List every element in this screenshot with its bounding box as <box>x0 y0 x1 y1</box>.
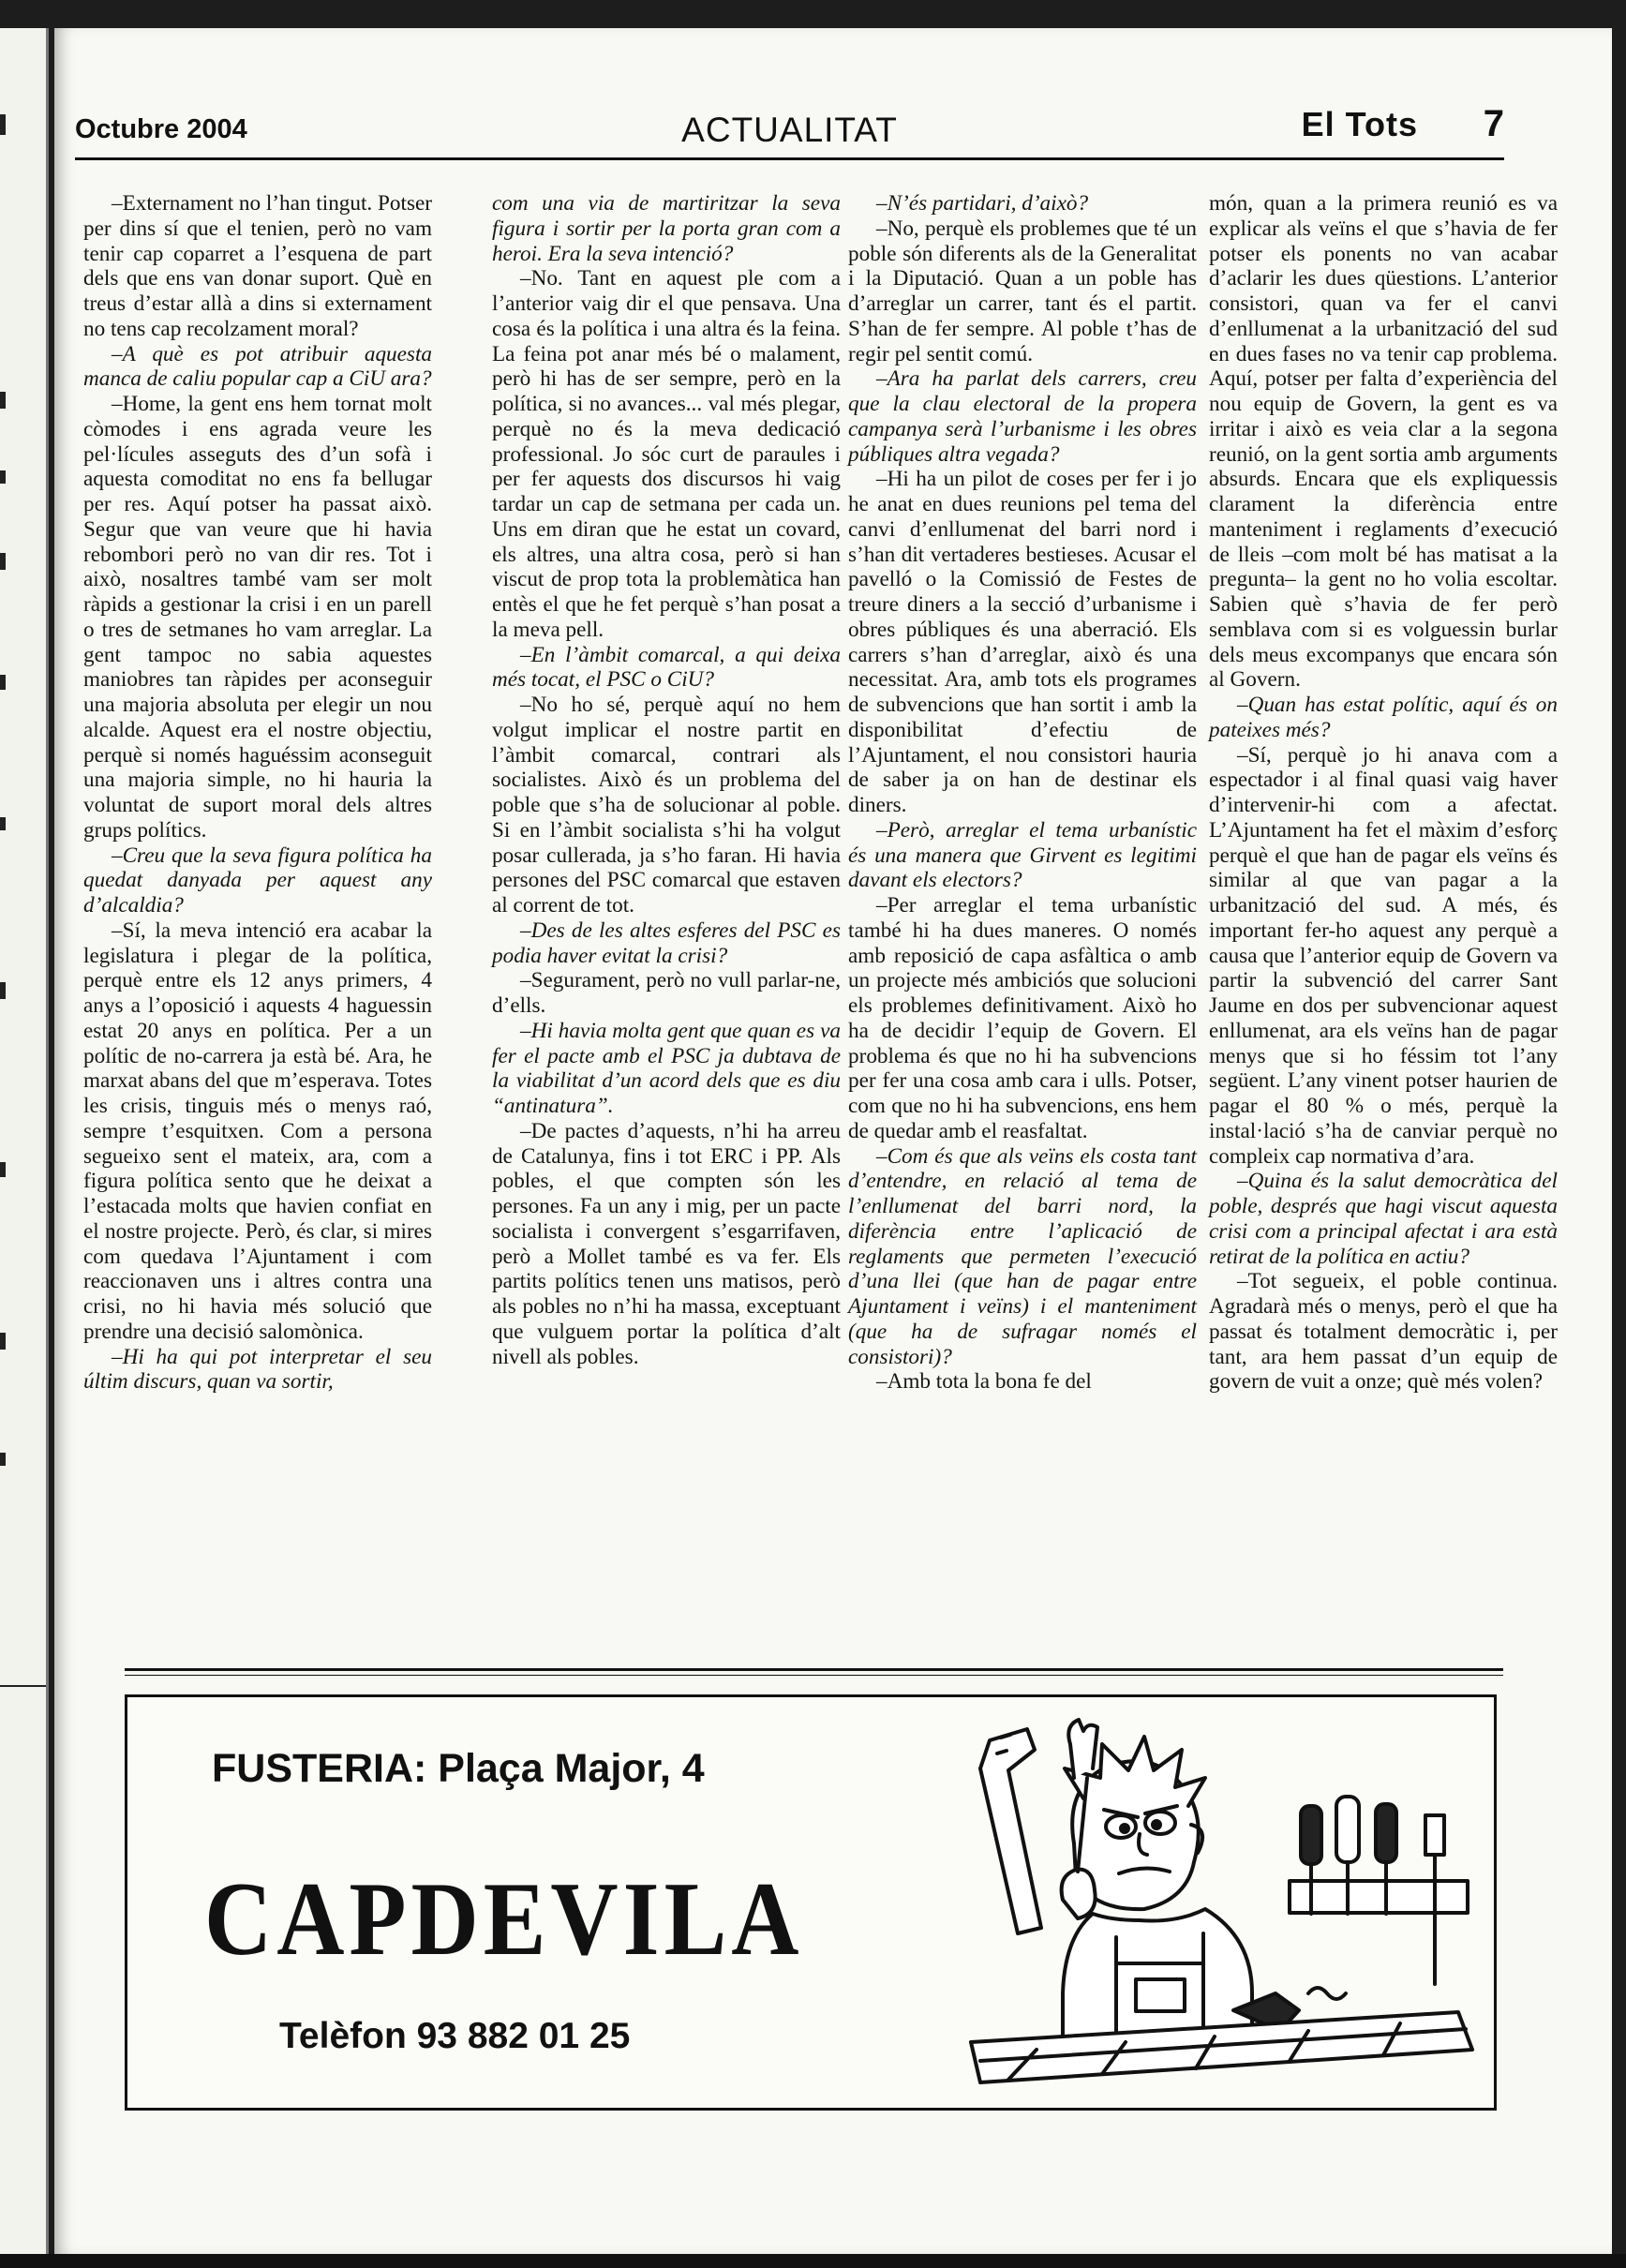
publication-name: El Tots <box>1301 105 1418 143</box>
interview-question: –A què es pot atribuir aquesta manca de caliu popular cap a CiU ara? <box>83 341 432 392</box>
carpenter-cartoon-icon <box>952 1712 1477 2096</box>
interview-question: –En l’àmbit comarcal, a qui deixa més tocat, el PSC o CiU? <box>492 642 841 693</box>
interview-answer: –Segurament, però no vull parlar-ne, d’ells. <box>492 968 841 1018</box>
interview-answer: –Amb tota la bona fe del <box>876 1369 1092 1395</box>
interview-answer: –Hi ha un pilot de coses per fer i jo he anat en dues reunions pel tema del canvi d’enllumenat del barri nord i s’han dit vertaderes bestieses. Acusar el pavelló o la Comissió de Festes de treure diners a la secció d’urbanisme i obres públiques és una aberració. Els carrers s’han d’arreglar, això és una necessitat. Ara, amb tots els programes de subvencions que han sortit i amb la disponibilitat d’efectiu de l’Ajuntament, el nou consistori hauria de saber ja on han de destinar els diners. <box>848 467 1197 817</box>
interview-question: –Quan has estat polític, aquí és on pateixes més? <box>1209 693 1558 742</box>
interview-question: –Com és que als veïns els costa tant d’entendre, en relació al tema de l’enllumenat del barri nord, la diferència entre l’aplicació de reglaments que permeten l’execució d’una llei (que han de pagar entre Ajuntament i veïns) i el manteniment (que ha de sufragar només el consistori)? <box>848 1143 1197 1369</box>
ad-business-name: CAPDEVILA <box>204 1860 804 1977</box>
advertisement-box <box>125 1694 1497 2111</box>
previous-page-edge <box>0 28 49 2254</box>
scan-bottom-border <box>0 2254 1626 2268</box>
article-column-1 <box>83 191 432 1395</box>
interview-question: –Però, arreglar el tema urbanístic és una manera que Girvent es legitimi davant els electors? <box>848 817 1197 893</box>
interview-question: –N’és partidari, d’això? <box>876 191 1089 216</box>
interview-question: com una via de martiritzar la seva figura i sortir per la porta gran com a heroi. Era la seva intenció? <box>492 191 841 266</box>
interview-answer: –Sí, perquè jo hi anava com a espectador i al final quasi vaig haver d’intervenir-hi com a afectat. L’Ajuntament ha fet el màxim d’esforç perquè el que han de pagar els veïns és similar al que van pagar a la urbanització del sud. A més, és important fer-ho aquest any perquè a causa que l’anterior equip de Govern va partir la subvenció del carrer Sant Jaume en dos per subvencionar aquest enllumenat, ara els veïns han de pagar menys que si ho féssim tot l’any següent. L’any vinent potser haurien de pagar el 80 % o més, perquè la instal·lació s’ha de canviar perquè no compleix cap normativa d’ara. <box>1209 742 1558 1169</box>
interview-question: –Creu que la seva figura política ha quedat danyada per aquest any d’alcaldia? <box>83 843 432 918</box>
interview-question: –Des de les altes esferes del PSC es podia haver evitat la crisi? <box>492 918 841 968</box>
ad-title: FUSTERIA: Plaça Major, 4 <box>212 1746 705 1791</box>
article-column-2 <box>492 191 841 1369</box>
interview-answer: –Home, la gent ens hem tornat molt còmodes i ens agrada veure les pel·lícules asseguts des d’un sofà i aquesta comoditat no ens fa bellugar per res. Aquí potser ha passat això. Segur que van veure que hi havia rebombori però no van dir res. Tot i això, nosaltres també vam ser molt ràpids a gestionar la crisi i en un parell o tres de setmanes ho vam arreglar. La gent tampoc no sabia aquestes maniobres tan ràpides per aconseguir una majoria absoluta per elegir un nou alcalde. Aquest era el nostre objectiu, perquè si només haguéssim aconseguit una majoria simple, no hi hauria la voluntat de suport moral dels altres grups polítics. <box>83 392 432 843</box>
interview-answer: món, quan a la primera reunió es va explicar als veïns el que s’havia de fer potser els ponents no van acabar d’aclarir les dues qüestions. L’anterior consistori, quan va fer el canvi d’enllumenat a la urbanització del sud en dues fases no va tenir cap problema. Aquí, potser per falta d’experiència del nou equip de Govern, la gent es va irritar i això es veia clar a la segona reunió, on la gent sortia amb arguments absurds. Encara que els expliquessis clarament la diferència entre manteniment i reglaments d’execució de lleis –com molt bé has matisat a la pregunta– la gent no ho volia escoltar. Sabien què s’havia de fer però semblava com si es volguessin burlar dels meus excompanys que encara són al Govern. <box>1209 191 1558 693</box>
interview-question: –Quina és la salut democràtica del poble, després que hagi viscut aquesta crisi com a principal afectat i ara està retirat de la política en actiu? <box>1209 1169 1558 1269</box>
interview-question: –Hi havia molta gent que quan es va fer el pacte amb el PSC ja dubtava de la viabilitat d’un acord dels que es diu “antinatura”. <box>492 1018 841 1118</box>
header-rule <box>75 157 1504 160</box>
article-column-4 <box>1209 191 1558 1395</box>
article-column-3 <box>848 191 1197 1395</box>
interview-answer: –Externament no l’han tingut. Potser per dins sí que el tenien, però no vam tenir cap coparret a l’esquena de part dels que ens van donar suport. Què en treus d’estar allà a dins si externament no tens cap recolzament moral? <box>83 191 432 341</box>
page-number: 7 <box>1483 103 1504 144</box>
section-divider <box>125 1668 1503 1671</box>
issue-date: Octubre 2004 <box>75 114 247 144</box>
interview-answer: –De pactes d’aquests, n’hi ha arreu de Catalunya, fins i tot ERC i PP. Als pobles, el que compten són les persones. Fa un any i mig, per un pacte socialista i convergent s’esgarrifaven, però a Mollet també es va fer. Els partits polítics tenen uns matisos, però als pobles no n’hi ha massa, exceptuant que vulguem portar la política d’alt nivell als pobles. <box>492 1118 841 1369</box>
interview-question: –Ara ha parlat dels carrers, creu que la clau electoral de la propera campanya serà l’urbanisme i les obres públiques altra vegada? <box>848 366 1197 467</box>
ad-phone: Telèfon 93 882 01 25 <box>279 2016 631 2056</box>
interview-answer: –Per arreglar el tema urbanístic també hi ha dues maneres. O només amb reposició de capa asfàltica o amb un projecte més ambiciós que solucioni els problemes definitivament. Això ho ha de decidir l’equip de Govern. El problema és que no hi ha subvencions per fer una cosa amb cara i ulls. Potser, com que no hi ha subvencions, ens hem de quedar amb el reasfaltat. <box>848 893 1197 1143</box>
page-header <box>75 86 1504 154</box>
section-title: ACTUALITAT <box>681 111 898 149</box>
section-divider-thin <box>125 1675 1503 1676</box>
interview-answer: –No ho sé, perquè aquí no hem volgut implicar el nostre partit en l’àmbit comarcal, contrari als socialistes. Això és un problema del poble que s’ha de solucionar al poble. Si en l’àmbit socialista s’hi ha volgut posar cullerada, ja s’ho faran. Hi havia persones del PSC comarcal que estaven al corrent de tot. <box>492 693 841 918</box>
interview-question: –Hi ha qui pot interpretar el seu últim discurs, quan va sortir, <box>83 1344 432 1395</box>
interview-answer: –Sí, la meva intenció era acabar la legislatura i plegar de la política, perquè entre els 12 anys primers, 4 anys a l’oposició i aquests 4 haguessin estat 20 anys en política. Per a un polític de no-carrera ja està bé. Ara, he marxat abans del que m’esperava. Totes les crisis, tinguis més o menys raó, sempre t’esquitxen. Com a persona segueixo sent el mateix, ara, com a figura política sento que he deixat a l’estacada molts que havien confiat en el nostre projecte. Però, és clar, si mires com quedava l’Ajuntament i com reaccionaven uns i altres contra una crisi, no hi havia més solució que prendre una decisió salomònica. <box>83 918 432 1344</box>
interview-answer: –No. Tant en aquest ple com a l’anterior vaig dir el que pensava. Una cosa és la política i una altra és la feina. La feina pot anar més bé o malament, però hi has de ser sempre, però en la política, si no avances... val més plegar, perquè no és la meva dedicació professional. Jo sóc curt de paraules i per fer aquests dos discursos hi vaig tardar un cap de setmana per cada un. Uns em diran que he estat un covard, els altres, una altra cosa, però si han viscut de prop tota la problemàtica han entès el que he fet perquè s’han posat a la meva pell. <box>492 266 841 642</box>
interview-answer: –No, perquè els problemes que té un poble són diferents als de la Generalitat i la Diputació. Quan a un poble has d’arreglar un carrer, tant és el partit. S’han de fer sempre. Al poble t’has de regir pel sentit comú. <box>848 216 1197 366</box>
interview-answer: –Tot segueix, el poble continua. Agradarà més o menys, però el que ha passat és totalment democràtic i, per tant, ara hem passat d’un equip de govern de vuit a onze; què més volen? <box>1209 1269 1558 1395</box>
